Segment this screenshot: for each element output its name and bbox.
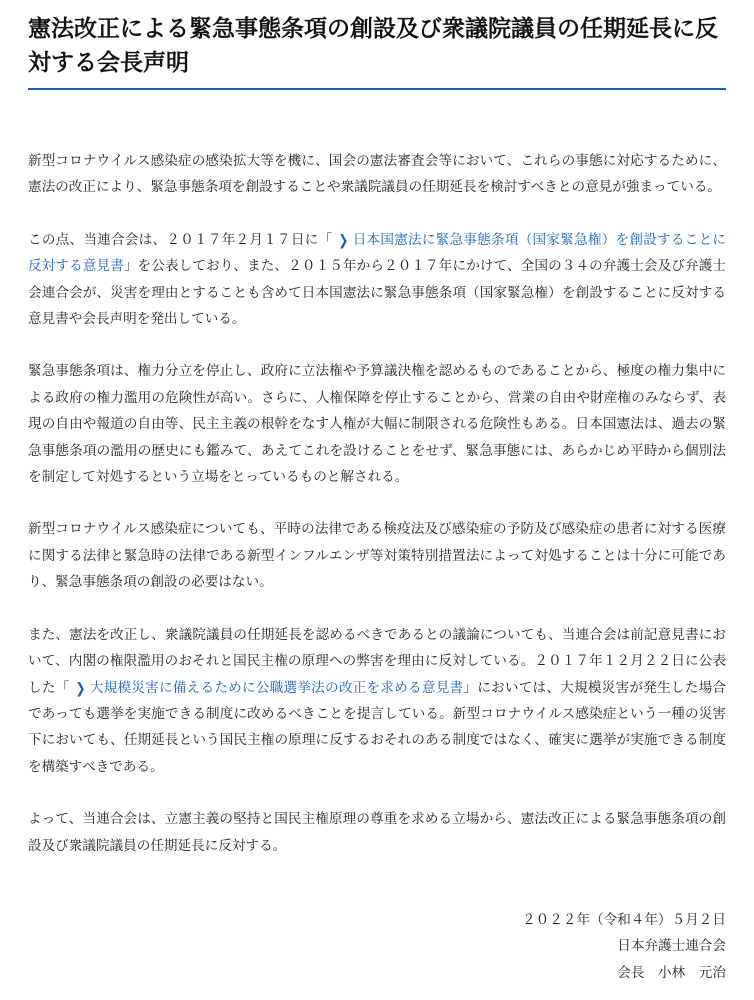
- chevron-right-icon: ❯: [75, 679, 86, 696]
- paragraph-2-text-after: 」を公表しており、また、２０１５年から２０１７年にかけて、全国の３４の弁護士会及び弁護士会連合会が、災害を理由とすることも含めて日本国憲法に緊急事態条項（国家緊急権）を創設することに反対する意見書や会長声明を発出している。: [28, 258, 726, 328]
- opinion-2017-02-17-link[interactable]: 日本国憲法に緊急事態条項（国家緊急権）を創設することに反対する意見書: [28, 231, 727, 275]
- paragraph-2: [28, 227, 726, 333]
- signatory-name: 小林 元治: [658, 964, 726, 981]
- statement-body: [28, 148, 726, 859]
- organization-name: 日本弁護士連合会: [617, 938, 726, 955]
- statement-date: ２０２２年（令和４年）５月２日: [522, 911, 726, 928]
- page-title: 憲法改正による緊急事態条項の創設及び衆議院議員の任期延長に反対する会長声明: [28, 16, 718, 76]
- paragraph-1: 新型コロナウイルス感染症の感染拡大等を機に、国会の憲法審査会等において、これらの事態に対応するために、憲法の改正により、緊急事態条項を創設することや衆議院議員の任期延長を検討すべきとの意見が強まっている。: [28, 153, 726, 196]
- signature-block: [28, 907, 726, 986]
- paragraph-5-text-before: また、憲法を改正し、衆議院議員の任期延長を認めるべきであるとの議論についても、当連合会は前記意見書において、内閣の権限濫用のおそれと国民主権の原理への弊害を理由に反対している。２０１７年１２月２２日に公表した「: [28, 626, 726, 696]
- title-area: [28, 0, 726, 90]
- paragraph-4: 新型コロナウイルス感染症についても、平時の法律である検疫法及び感染症の予防及び感染症の患者に対する医療に関する法律と緊急時の法律である新型インフルエンザ等対策特別措置法によって対処することは十分に可能であり、緊急事態条項の創設の必要はない。: [28, 521, 726, 591]
- signatory-role: 会長: [617, 964, 645, 981]
- chevron-right-icon: ❯: [338, 231, 349, 249]
- paragraph-2-text-before: この点、当連合会は、２０１７年２月１７日に「: [28, 231, 333, 248]
- opinion-2017-12-22-link[interactable]: 大規模災害に備えるために公職選挙法の改正を求める意見書: [89, 679, 464, 696]
- paragraph-5-text-after: 」においては、大規模災害が発生した場合であっても選挙を実施できる制度に改めるべきことを提言している。新型コロナウイルス感染症という一種の災害下においても、任期延長という国民主権の原理に反するおそれのある制度ではなく、確実に選挙が実施できる制度を構築すべきである。: [28, 679, 727, 775]
- paragraph-3: 緊急事態条項は、権力分立を停止し、政府に立法権や予算議決権を認めるものであることから、極度の権力集中による政府の権力濫用の危険性が高い。さらに、人権保障を停止することから、営業の自由や財産権のみならず、表現の自由や報道の自由等、民主主義の根幹をなす人権が大幅に制限される危険性もある。日本国憲法は、過去の緊急事態条項の濫用の歴史にも鑑みて、あえてこれを設けることをせず、緊急事態には、あらかじめ平時から個別法を制定して対処するという立場をとっているものと解される。: [28, 363, 726, 486]
- paragraph-5: [28, 622, 726, 780]
- signatory: [28, 960, 726, 986]
- paragraph-6: よって、当連合会は、立憲主義の堅持と国民主権原理の尊重を求める立場から、憲法改正による緊急事態条項の創設及び衆議院議員の任期延長に反対する。: [28, 811, 726, 854]
